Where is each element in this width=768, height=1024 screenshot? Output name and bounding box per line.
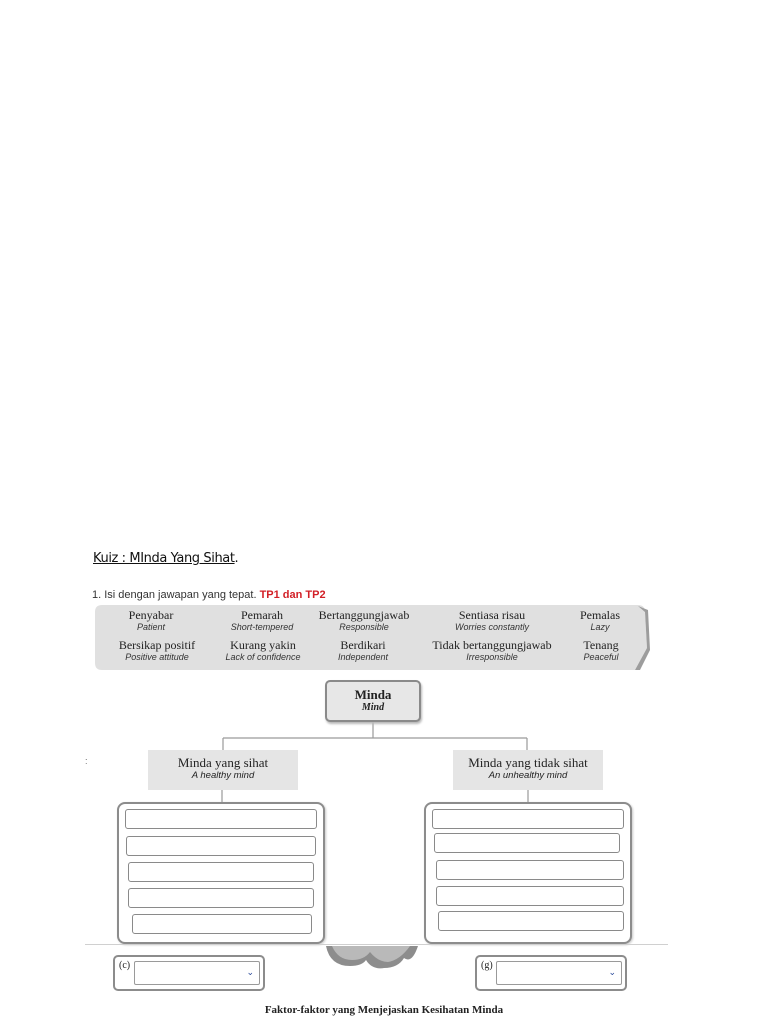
root-label-en: Mind	[361, 702, 385, 713]
unhealthy-answer-3[interactable]	[436, 860, 624, 880]
unhealthy-answers-panel	[424, 802, 632, 944]
word-pemarah: Pemarah Short-tempered	[230, 608, 294, 632]
unhealthy-answer-4[interactable]	[436, 886, 624, 906]
root-label: Minda	[354, 687, 392, 702]
quiz-title-text: Kuiz : MInda Yang Sihat	[93, 551, 235, 566]
word-penyabar: Penyabar Patient	[128, 608, 174, 632]
healthy-answer-1[interactable]	[125, 809, 317, 829]
instruction-text: 1. Isi dengan jawapan yang tepat.	[92, 589, 257, 601]
branch-unhealthy-mind	[453, 750, 603, 790]
word-tidak-bertanggungjawab: Tidak bertanggungjawab Irresponsible	[432, 638, 552, 662]
unhealthy-answer-1[interactable]	[432, 809, 624, 829]
word-pemalas: Pemalas Lazy	[580, 608, 620, 632]
word-berdikari: Berdikari Independent	[337, 638, 389, 662]
word-tenang: Tenang Peaceful	[583, 638, 619, 662]
level-tag: TP1 dan TP2	[259, 589, 326, 601]
branch-unhealthy-label-en: An unhealthy mind	[488, 770, 568, 781]
factor-g-dropdown[interactable]	[496, 961, 622, 985]
factor-c-dropdown[interactable]	[134, 961, 260, 985]
factor-g-box	[475, 955, 627, 991]
chevron-down-icon: ⌄	[246, 967, 254, 977]
brain-icon	[322, 944, 422, 974]
factor-c-box	[113, 955, 265, 991]
factor-c-label: (c)	[119, 960, 131, 971]
root-node-mind	[325, 680, 421, 722]
margin-mark: :	[85, 756, 88, 766]
word-sentiasa-risau: Sentiasa risau Worries constantly	[454, 608, 530, 632]
healthy-answer-3[interactable]	[128, 862, 314, 882]
healthy-answers-panel	[117, 802, 325, 944]
quiz-title-period: .	[234, 551, 239, 566]
unhealthy-answer-5[interactable]	[438, 911, 624, 931]
word-kurang-yakin: Kurang yakin Lack of confidence	[225, 638, 301, 662]
factor-g-label: (g)	[481, 960, 493, 971]
healthy-answer-2[interactable]	[126, 836, 316, 856]
unhealthy-answer-2[interactable]	[434, 833, 620, 853]
healthy-answer-4[interactable]	[128, 888, 314, 908]
chevron-down-icon: ⌄	[608, 967, 616, 977]
figure-caption: Faktor-faktor yang Menjejaskan Kesihatan Minda	[264, 1004, 504, 1016]
branch-unhealthy-label: Minda yang tidak sihat	[468, 755, 588, 770]
word-bersikap-positif: Bersikap positif Positive attitude	[118, 638, 196, 662]
branch-healthy-label: Minda yang sihat	[177, 755, 269, 770]
healthy-answer-5[interactable]	[132, 914, 312, 934]
branch-healthy-mind	[148, 750, 298, 790]
branch-healthy-label-en: A healthy mind	[191, 770, 255, 781]
word-bertanggungjawab: Bertanggungjawab Responsible	[318, 608, 410, 632]
